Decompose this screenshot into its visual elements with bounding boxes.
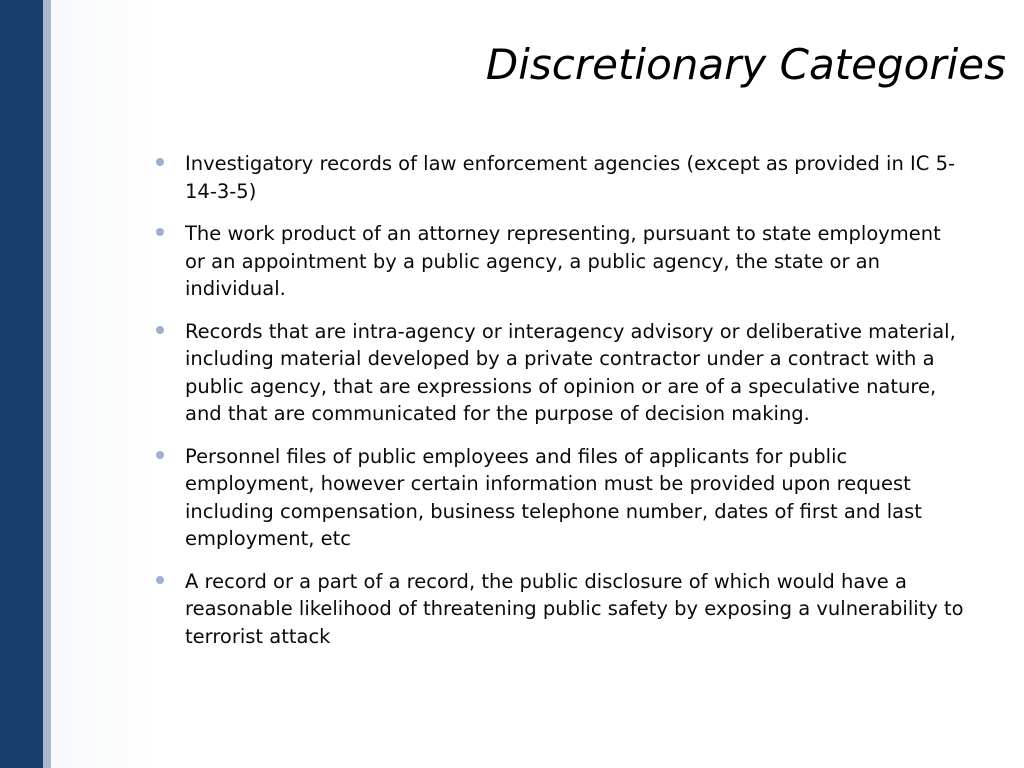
bullet-item-attorney-work-product	[156, 220, 966, 303]
bullet-text: The work product of an attorney representing, pursuant to state employment or an appointment by a public agency, a public agency, the state or an individual.	[185, 222, 941, 300]
bullet-item-public-safety	[156, 568, 966, 651]
bullet-dot-icon	[156, 158, 164, 166]
bullet-item-personnel-files	[156, 443, 966, 553]
bullet-dot-icon	[156, 451, 164, 459]
bullet-list	[156, 150, 966, 665]
bullet-text: A record or a part of a record, the public disclosure of which would have a reasonable likelihood of threatening public safety by exposing a vulnerability to terrorist attack	[185, 569, 964, 648]
sidebar-accent-stripe	[43, 0, 51, 768]
slide-title: Discretionary Categories	[485, 40, 1006, 89]
bullet-dot-icon	[156, 326, 164, 334]
bullet-item-investigatory-records	[156, 150, 966, 205]
bullet-dot-icon	[156, 576, 164, 584]
bullet-text: Records that are intra-agency or interagency advisory or deliberative material, including material developed by a private contractor under a contract with a public agency, that are expressions of opinion or are of a speculative nature, and that are communicated for the purpose of decision making.	[185, 319, 956, 425]
bullet-text: Investigatory records of law enforcement agencies (except as provided in IC 5-14-3-5)	[185, 152, 956, 203]
bullet-text: Personnel files of public employees and files of applicants for public employment, however certain information must be provided upon request including compensation, business telephone number, dates of first and last employment, etc	[185, 444, 922, 550]
sidebar-accent-bar	[0, 0, 43, 768]
bullet-item-deliberative-material	[156, 318, 966, 428]
bullet-dot-icon	[156, 228, 164, 236]
